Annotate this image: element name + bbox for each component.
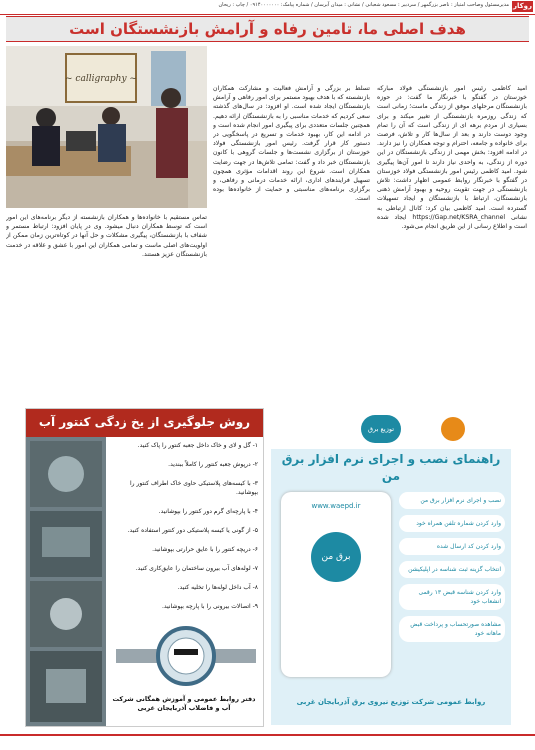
- newspaper-logo: روکار: [512, 2, 533, 10]
- bargh-ad-header: [271, 407, 511, 449]
- bargh-ad-brand-logo: توزیع برق: [361, 415, 401, 443]
- masthead-bar: [0, 0, 535, 15]
- water-ad-header: [26, 409, 263, 437]
- lightning-icon: [441, 417, 465, 441]
- water-ad-step: ۵- از گونی یا کیسه پلاستیکی دور کنتور استفاده کنید.: [127, 527, 258, 534]
- article-photo: [6, 46, 207, 208]
- article-headline: هدف اصلی ما، تامین رفاه و آرامش بازنشستگان است: [69, 20, 466, 38]
- water-ad-step: ۱- گل و لای و خاک داخل جعبه کنتور را پاک کنید.: [137, 442, 258, 449]
- bargh-ad-title: راهنمای نصب و اجرای نرم افزار برق من: [281, 452, 501, 483]
- water-meter-ad: [25, 408, 264, 727]
- article-headline-box: [6, 16, 529, 42]
- bargh-step: انتخاب گزینه ثبت شناسه در اپلیکیشن: [399, 561, 505, 578]
- water-meter-illustration: [116, 621, 256, 691]
- bargh-man-ad: [271, 407, 511, 725]
- water-ad-step: ۷- لوله‌های آب بیرون ساختمان را عایق‌کاری کنید.: [135, 565, 258, 572]
- water-ad-title: روش جلوگیری از یخ زدگی کنتور آب: [38, 415, 251, 429]
- masthead-meta: مدیرمسئول وصاحب امتیاز : ناصر بزرگمهر / سردبیر : مسعود شعبانی / نشانی : میدان آبرسان / شماره پیامک: ۰۹۱۴۰۰۰۰۰۰۰ / چاپ : ریحان: [218, 2, 509, 8]
- page-bottom-rule: [0, 734, 535, 736]
- app-icon: برق من: [311, 532, 361, 582]
- water-ad-photo-strip: [26, 437, 106, 726]
- water-ad-step: ۶- دریچه کنتور را با عایق حرارتی بپوشانید.: [152, 546, 258, 553]
- water-ad-step: ۸- آب داخل لوله‌ها را تخلیه کنید.: [177, 584, 258, 591]
- bargh-ad-steps: [399, 492, 505, 692]
- article-column-2: تسلط بر بزرگی و آرامش فعالیت و مشارکت همکاران بازنشسته که با هدف بهبود مستمر برای امور رفاهی و آرامش بازنشستگان ایجاد شده است. او افزود: در سال‌های گذشته سعی کردیم که خدمات مناسبی را به بازنشستگان ارائه دهیم. همچنین جلسات متعددی برای پیگیری امور انجام شده است و در ادامه این کار، بهبود خدمات و تسریع در پاسخگویی در دستور کار قرار گرفت. رئیس امور بازنشستگی فولاد خوزستان از برگزاری نشست‌ها و جلسات گروهی با کانون بازنشستگان خبر داد و گفت: تمامی تلاش‌ها در جهت رضایت همکاران است. شروع این روند اقدامات مؤثری همچون تسهیل فرایندهای اداری، ارائه خدمات درمانی و رفاهی، و برگزاری برنامه‌های مناسبتی و حمایت از خانواده‌ها بوده است.: [213, 85, 370, 203]
- water-ad-step: ۳- با کیسه‌های پلاستیکی حاوی خاک اطراف کنتور را بپوشانید.: [129, 480, 258, 496]
- svg-text:~ calligraphy ~: ~ calligraphy ~: [65, 74, 137, 84]
- bargh-step: وارد کردن شماره تلفن همراه خود: [399, 515, 505, 532]
- article-column-1: امید کاظمی رئیس امور بازنشستگی فولاد مبارکه خوزستان در گفتگو با خبرنگار ما گفت: در حوزه بازنشستگان مرحلهای موفق از زندگی ماست؛ زمانی است که زندگی روزمره بازنشستگی از تغییر میکند و برای بسیاری از مردم برهه ای از زندگی است که آن را تمام وجود دوست دارند و بعد از سال‌ها کار و تلاش، فرصت برای خانواده و جامعه، احترام و توجه همکاران را نیز دارند. در ادامه افزود: بخش مهمی از زندگی بازنشستگان در این دوره از زندگی، به واحدی نیاز دارند تا امور آن‌ها پیگیری شود. امید کاظمی رئیس امور بازنشستگی فولاد خوزستان در گفتگو با خبرنگار روابط عمومی اظهار داشت: تلاش بازنشستگی در جهت تقویت روحیه و بهبود آرامش ذهنی بازنشستگان، ارتباط با بازنشستگان و ایجاد تسهیلات گسترده است. امید کاظمی بیان کرد: کانال ارتباطی به نشانی https://Gap.net/KSRA_channel ایجاد شده است و اطلاع رسانی از این طریق انجام می‌شود.: [377, 85, 527, 231]
- water-ad-step: ۲- درپوش جعبه کنتور را کاملاً ببندید.: [168, 461, 258, 468]
- phone-illustration: [281, 492, 391, 677]
- bargh-step: وارد کردن شناسه قبض ۱۳ رقمی انشعاب خود: [399, 584, 505, 610]
- water-ad-step: ۹- اتصالات بیرونی را با پارچه بپوشانید.: [162, 603, 258, 610]
- water-ad-footer: دفتر روابط عمومی و آموزش همگانی شرکت آب و فاضلاب آذربایجان غربی: [112, 695, 256, 712]
- water-ad-step: ۴- با پارچه‌ای گرم دور کنتور را بپوشانید.: [158, 508, 258, 515]
- water-ad-steps: [110, 441, 258, 619]
- bargh-step: مشاهده صورتحساب و پرداخت قبض ماهانه خود: [399, 616, 505, 642]
- website-label: www.waepd.ir: [311, 502, 361, 510]
- bargh-step: نصب و اجرای نرم افزار برق من: [399, 492, 505, 509]
- bargh-ad-footer: روابط عمومی شرکت توزیع نیروی برق آذربایجان غربی: [296, 698, 486, 706]
- article-column-3: تماس مستقیم با خانواده‌ها و همکاران بازنشسته از دیگر برنامه‌های این امور است که توسط همکاران دنبال میشود. وی در پایان افزود: ارتباط مستمر و شفاف با بازنشستگان، پیگیری مشکلات و حل آنها در کوتاه‌ترین زمان ممکن از اولویت‌های اصلی ماست و تمامی همکاران این امور با عشق و علاقه در خدمت بازنشستگان عزیز هستند.: [6, 214, 207, 258]
- bargh-step: وارد کردن کد ارسال شده: [399, 538, 505, 555]
